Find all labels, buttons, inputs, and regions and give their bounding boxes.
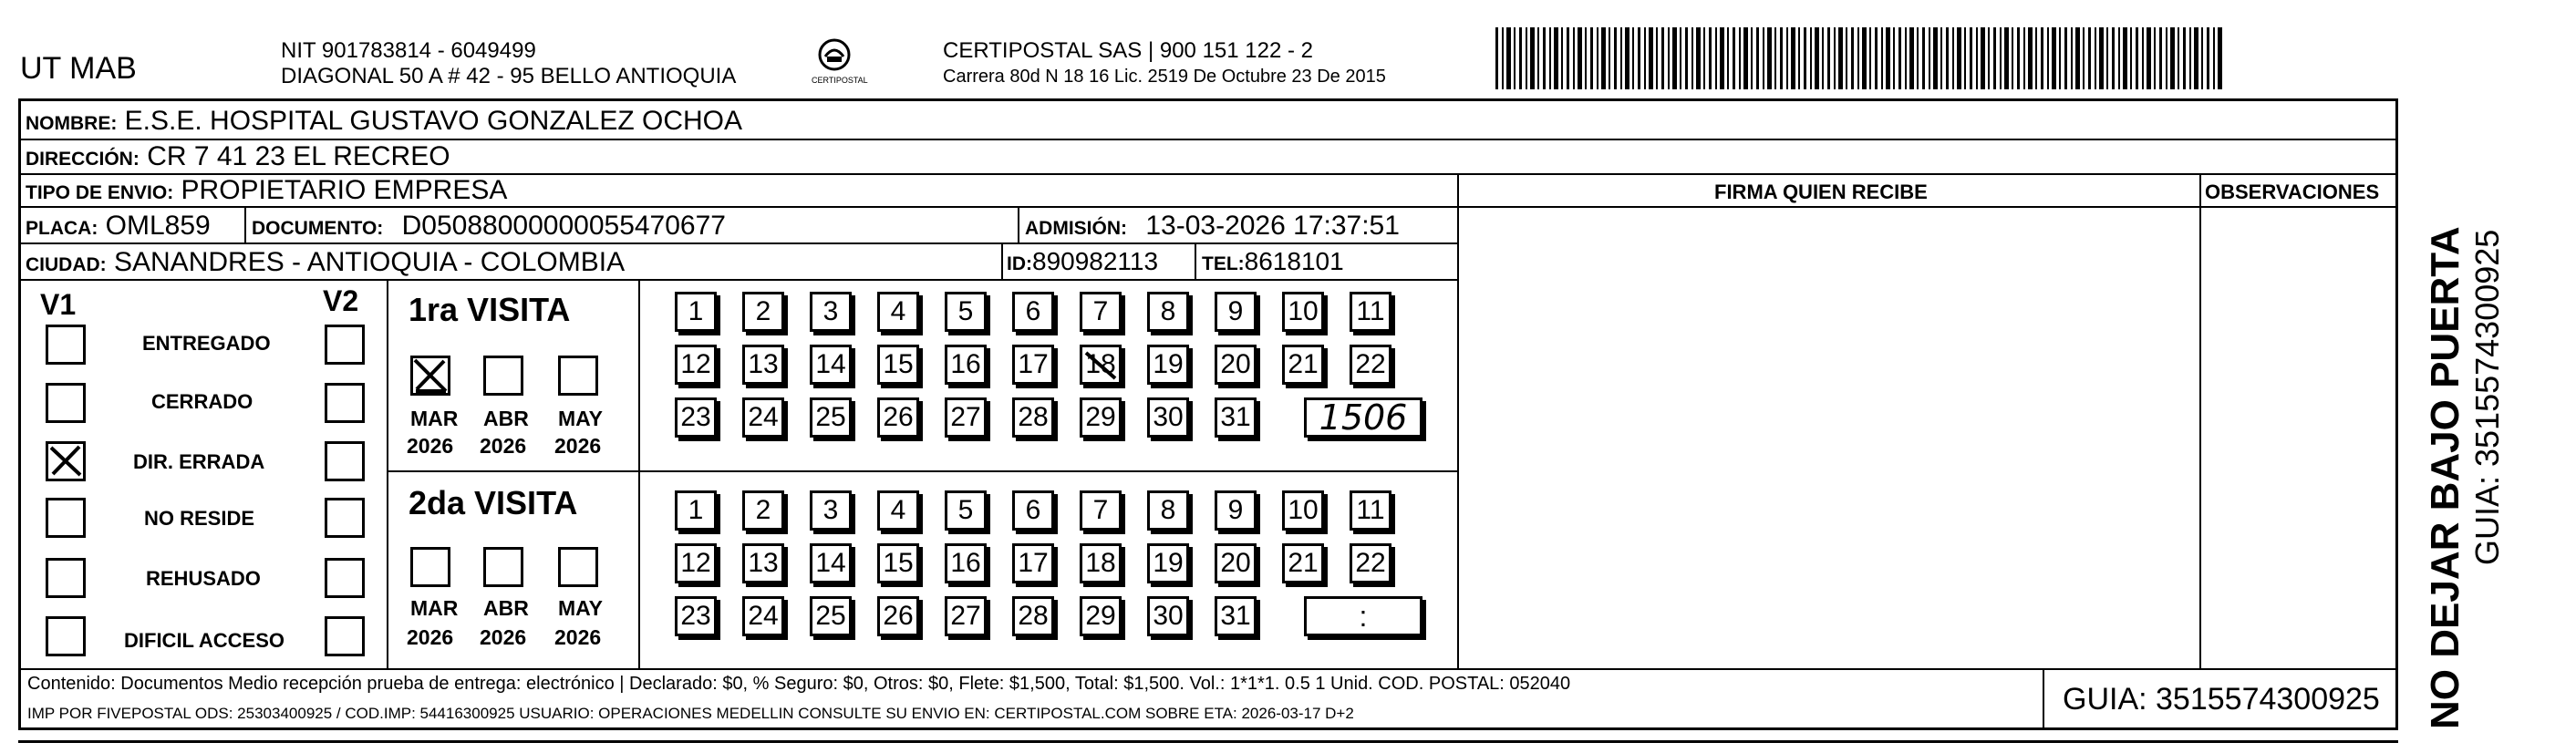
first-visit-day-23[interactable]: 23 bbox=[675, 397, 717, 438]
first-visit-day-31[interactable]: 31 bbox=[1215, 397, 1257, 438]
v1-label: V1 bbox=[40, 288, 77, 321]
second-visit-day-4[interactable]: 4 bbox=[877, 490, 919, 531]
v2-checkbox-cerrado[interactable] bbox=[325, 383, 365, 423]
recipient-name: E.S.E. HOSPITAL GUSTAVO GONZALEZ OCHOA bbox=[124, 106, 743, 136]
footer-guia: GUIA: 3515574300925 bbox=[2063, 682, 2380, 717]
first-visit-day-3[interactable]: 3 bbox=[810, 292, 852, 332]
second-visit-day-17[interactable]: 17 bbox=[1012, 543, 1054, 583]
first-visit-day-6[interactable]: 6 bbox=[1012, 292, 1054, 332]
first-visit-day-27[interactable]: 27 bbox=[945, 397, 987, 438]
first-visit-day-16[interactable]: 16 bbox=[945, 345, 987, 385]
first-visit-day-26[interactable]: 26 bbox=[877, 397, 919, 438]
placa-label: PLACA: bbox=[26, 218, 98, 239]
v2-checkbox-dir-errada[interactable] bbox=[325, 441, 365, 481]
first-visit-day-18[interactable]: 18 bbox=[1080, 345, 1122, 385]
direccion-label: DIRECCIÓN: bbox=[26, 149, 140, 170]
first-visit-day-15[interactable]: 15 bbox=[877, 345, 919, 385]
first-visit-time[interactable]: 1506 bbox=[1304, 397, 1422, 438]
month-may-2: MAY bbox=[558, 596, 603, 620]
second-visit-day-13[interactable]: 13 bbox=[742, 543, 784, 583]
no-dejar-bajo-puerta: NO DEJAR BAJO PUERTA bbox=[2423, 226, 2467, 729]
first-visit-day-2[interactable]: 2 bbox=[742, 292, 784, 332]
second-visit-day-28[interactable]: 28 bbox=[1012, 596, 1054, 636]
ciudad-label: CIUDAD: bbox=[26, 254, 107, 275]
second-visit-day-20[interactable]: 20 bbox=[1215, 543, 1257, 583]
second-visit-day-24[interactable]: 24 bbox=[742, 596, 784, 636]
first-visit-day-8[interactable]: 8 bbox=[1147, 292, 1189, 332]
second-visit-day-7[interactable]: 7 bbox=[1080, 490, 1122, 531]
second-visit-day-19[interactable]: 19 bbox=[1147, 543, 1189, 583]
documento-label: DOCUMENTO: bbox=[252, 218, 384, 239]
second-visit-month-mar[interactable] bbox=[410, 547, 450, 587]
second-visit-day-5[interactable]: 5 bbox=[945, 490, 987, 531]
first-visit-day-25[interactable]: 25 bbox=[810, 397, 852, 438]
second-visit-day-1[interactable]: 1 bbox=[675, 490, 717, 531]
first-visit-day-4[interactable]: 4 bbox=[877, 292, 919, 332]
year-abr: 2026 bbox=[480, 434, 527, 458]
shipment-type: PROPIETARIO EMPRESA bbox=[181, 175, 508, 205]
second-visit-day-23[interactable]: 23 bbox=[675, 596, 717, 636]
documento-value: D05088000000055470677 bbox=[401, 211, 726, 241]
check-mark-icon bbox=[48, 444, 83, 479]
footer-imp: IMP POR FIVEPOSTAL ODS: 25303400925 / COD.IMP: 54416300925 USUARIO: OPERACIONES MEDELLIN CONSULTE SU ENVIO EN: CERTIPOSTAL.COM SOBRE ETA: 2026-03-17 D+2 bbox=[27, 705, 1354, 722]
first-visit-day-21[interactable]: 21 bbox=[1282, 345, 1324, 385]
status-no-reside: NO RESIDE bbox=[144, 507, 255, 530]
year-mar: 2026 bbox=[407, 434, 454, 458]
status-dificil-acceso: DIFICIL ACCESO bbox=[124, 629, 285, 652]
admision-value: 13-03-2026 17:37:51 bbox=[1145, 211, 1400, 241]
tel-label: TEL: bbox=[1202, 253, 1245, 274]
second-visit-day-29[interactable]: 29 bbox=[1080, 596, 1122, 636]
second-visit-day-6[interactable]: 6 bbox=[1012, 490, 1054, 531]
carrier-license: Carrera 80d N 18 16 Lic. 2519 De Octubre 23 De 2015 bbox=[943, 67, 1386, 87]
second-visit-day-30[interactable]: 30 bbox=[1147, 596, 1189, 636]
nit: NIT 901783814 - 6049499 bbox=[281, 38, 536, 63]
second-visit-day-22[interactable]: 22 bbox=[1350, 543, 1391, 583]
nombre-label: NOMBRE: bbox=[26, 113, 118, 134]
status-cerrado: CERRADO bbox=[151, 390, 253, 413]
first-visit-day-10[interactable]: 10 bbox=[1282, 292, 1324, 332]
year-may: 2026 bbox=[554, 434, 602, 458]
first-visit-day-29[interactable]: 29 bbox=[1080, 397, 1122, 438]
status-dir-errada: DIR. ERRADA bbox=[133, 450, 265, 473]
first-visit-day-17[interactable]: 17 bbox=[1012, 345, 1054, 385]
second-visit-month-may[interactable] bbox=[558, 547, 598, 587]
barcode bbox=[1495, 27, 2225, 89]
v1-checkbox-no-reside[interactable] bbox=[46, 498, 86, 538]
v1-checkbox-cerrado[interactable] bbox=[46, 383, 86, 423]
observaciones-header: OBSERVACIONES bbox=[2205, 181, 2380, 203]
year-abr-2: 2026 bbox=[480, 625, 527, 649]
v2-checkbox-no-reside[interactable] bbox=[325, 498, 365, 538]
v1-checkbox-rehusado[interactable] bbox=[46, 558, 86, 598]
month-abr: ABR bbox=[483, 407, 529, 430]
first-visit-day-12[interactable]: 12 bbox=[675, 345, 717, 385]
firma-header: FIRMA QUIEN RECIBE bbox=[1714, 181, 1928, 203]
second-visit-day-10[interactable]: 10 bbox=[1282, 490, 1324, 531]
first-visit-day-22[interactable]: 22 bbox=[1350, 345, 1391, 385]
second-visit-day-21[interactable]: 21 bbox=[1282, 543, 1324, 583]
second-visit-day-2[interactable]: 2 bbox=[742, 490, 784, 531]
month-mar: MAR bbox=[410, 407, 459, 430]
month-abr-2: ABR bbox=[483, 596, 529, 620]
second-visit-day-25[interactable]: 25 bbox=[810, 596, 852, 636]
year-mar-2: 2026 bbox=[407, 625, 454, 649]
tel-value: 8618101 bbox=[1244, 247, 1344, 275]
first-visit-month-mar[interactable] bbox=[410, 356, 450, 396]
year-may-2: 2026 bbox=[554, 625, 602, 649]
first-visit-day-30[interactable]: 30 bbox=[1147, 397, 1189, 438]
id-label: ID: bbox=[1007, 253, 1032, 274]
second-visit-day-26[interactable]: 26 bbox=[877, 596, 919, 636]
second-visit-day-27[interactable]: 27 bbox=[945, 596, 987, 636]
v2-checkbox-rehusado[interactable] bbox=[325, 558, 365, 598]
first-visit-title: 1ra VISITA bbox=[409, 291, 571, 328]
first-visit-day-5[interactable]: 5 bbox=[945, 292, 987, 332]
first-visit-day-13[interactable]: 13 bbox=[742, 345, 784, 385]
second-visit-day-3[interactable]: 3 bbox=[810, 490, 852, 531]
first-visit-day-14[interactable]: 14 bbox=[810, 345, 852, 385]
side-guia: GUIA: 3515574300925 bbox=[2468, 229, 2506, 565]
sender-address: DIAGONAL 50 A # 42 - 95 BELLO ANTIOQUIA bbox=[281, 64, 737, 88]
first-visit-day-7[interactable]: 7 bbox=[1080, 292, 1122, 332]
second-visit-day-15[interactable]: 15 bbox=[877, 543, 919, 583]
v1-checkbox-entregado[interactable] bbox=[46, 325, 86, 365]
recipient-address: CR 7 41 23 EL RECREO bbox=[147, 141, 450, 171]
v2-checkbox-entregado[interactable] bbox=[325, 325, 365, 365]
first-visit-day-9[interactable]: 9 bbox=[1215, 292, 1257, 332]
company-name: UT MAB bbox=[20, 51, 137, 86]
second-visit-day-16[interactable]: 16 bbox=[945, 543, 987, 583]
status-entregado: ENTREGADO bbox=[142, 332, 271, 355]
carrier-name: CERTIPOSTAL SAS | 900 151 122 - 2 bbox=[943, 38, 1313, 63]
second-visit-day-14[interactable]: 14 bbox=[810, 543, 852, 583]
second-visit-day-18[interactable]: 18 bbox=[1080, 543, 1122, 583]
first-visit-month-abr[interactable] bbox=[483, 356, 523, 396]
status-rehusado: REHUSADO bbox=[146, 567, 261, 590]
second-visit-day-9[interactable]: 9 bbox=[1215, 490, 1257, 531]
placa-value: OML859 bbox=[105, 211, 211, 241]
first-visit-day-19[interactable]: 19 bbox=[1147, 345, 1189, 385]
v2-checkbox-dificil-acceso[interactable] bbox=[325, 616, 365, 656]
v1-checkbox-dir-errada[interactable] bbox=[46, 441, 86, 481]
second-visit-time[interactable]: : bbox=[1304, 596, 1422, 636]
first-visit-day-20[interactable]: 20 bbox=[1215, 345, 1257, 385]
first-visit-day-11[interactable]: 11 bbox=[1350, 292, 1391, 332]
ciudad-value: SANANDRES - ANTIOQUIA - COLOMBIA bbox=[114, 247, 626, 277]
tipo-label: TIPO DE ENVIO: bbox=[26, 182, 174, 203]
second-visit-day-12[interactable]: 12 bbox=[675, 543, 717, 583]
first-visit-month-may[interactable] bbox=[558, 356, 598, 396]
footer-contenido: Contenido: Documentos Medio recepción prueba de entrega: electrónico | Declarado: $0, % Seguro: $0, Otros: $0, Flete: $1,500, Total: $1,500. Vol.: 1*1*1. 0.5 1 Unid. COD. POSTAL: 052040 bbox=[27, 674, 1571, 694]
second-visit-day-11[interactable]: 11 bbox=[1350, 490, 1391, 531]
logo-text: CERTIPOSTAL bbox=[812, 76, 868, 85]
second-visit-month-abr[interactable] bbox=[483, 547, 523, 587]
check-mark-icon bbox=[413, 358, 448, 393]
month-mar-2: MAR bbox=[410, 596, 459, 620]
v1-checkbox-dificil-acceso[interactable] bbox=[46, 616, 86, 656]
id-value: 890982113 bbox=[1032, 247, 1159, 275]
first-visit-day-1[interactable]: 1 bbox=[675, 292, 717, 332]
second-visit-day-31[interactable]: 31 bbox=[1215, 596, 1257, 636]
v2-label: V2 bbox=[323, 284, 359, 317]
second-visit-title: 2da VISITA bbox=[409, 484, 578, 521]
admision-label: ADMISIÓN: bbox=[1025, 218, 1127, 239]
first-visit-day-28[interactable]: 28 bbox=[1012, 397, 1054, 438]
certipostal-logo-icon bbox=[816, 36, 853, 73]
second-visit-day-8[interactable]: 8 bbox=[1147, 490, 1189, 531]
first-visit-day-24[interactable]: 24 bbox=[742, 397, 784, 438]
month-may: MAY bbox=[558, 407, 603, 430]
